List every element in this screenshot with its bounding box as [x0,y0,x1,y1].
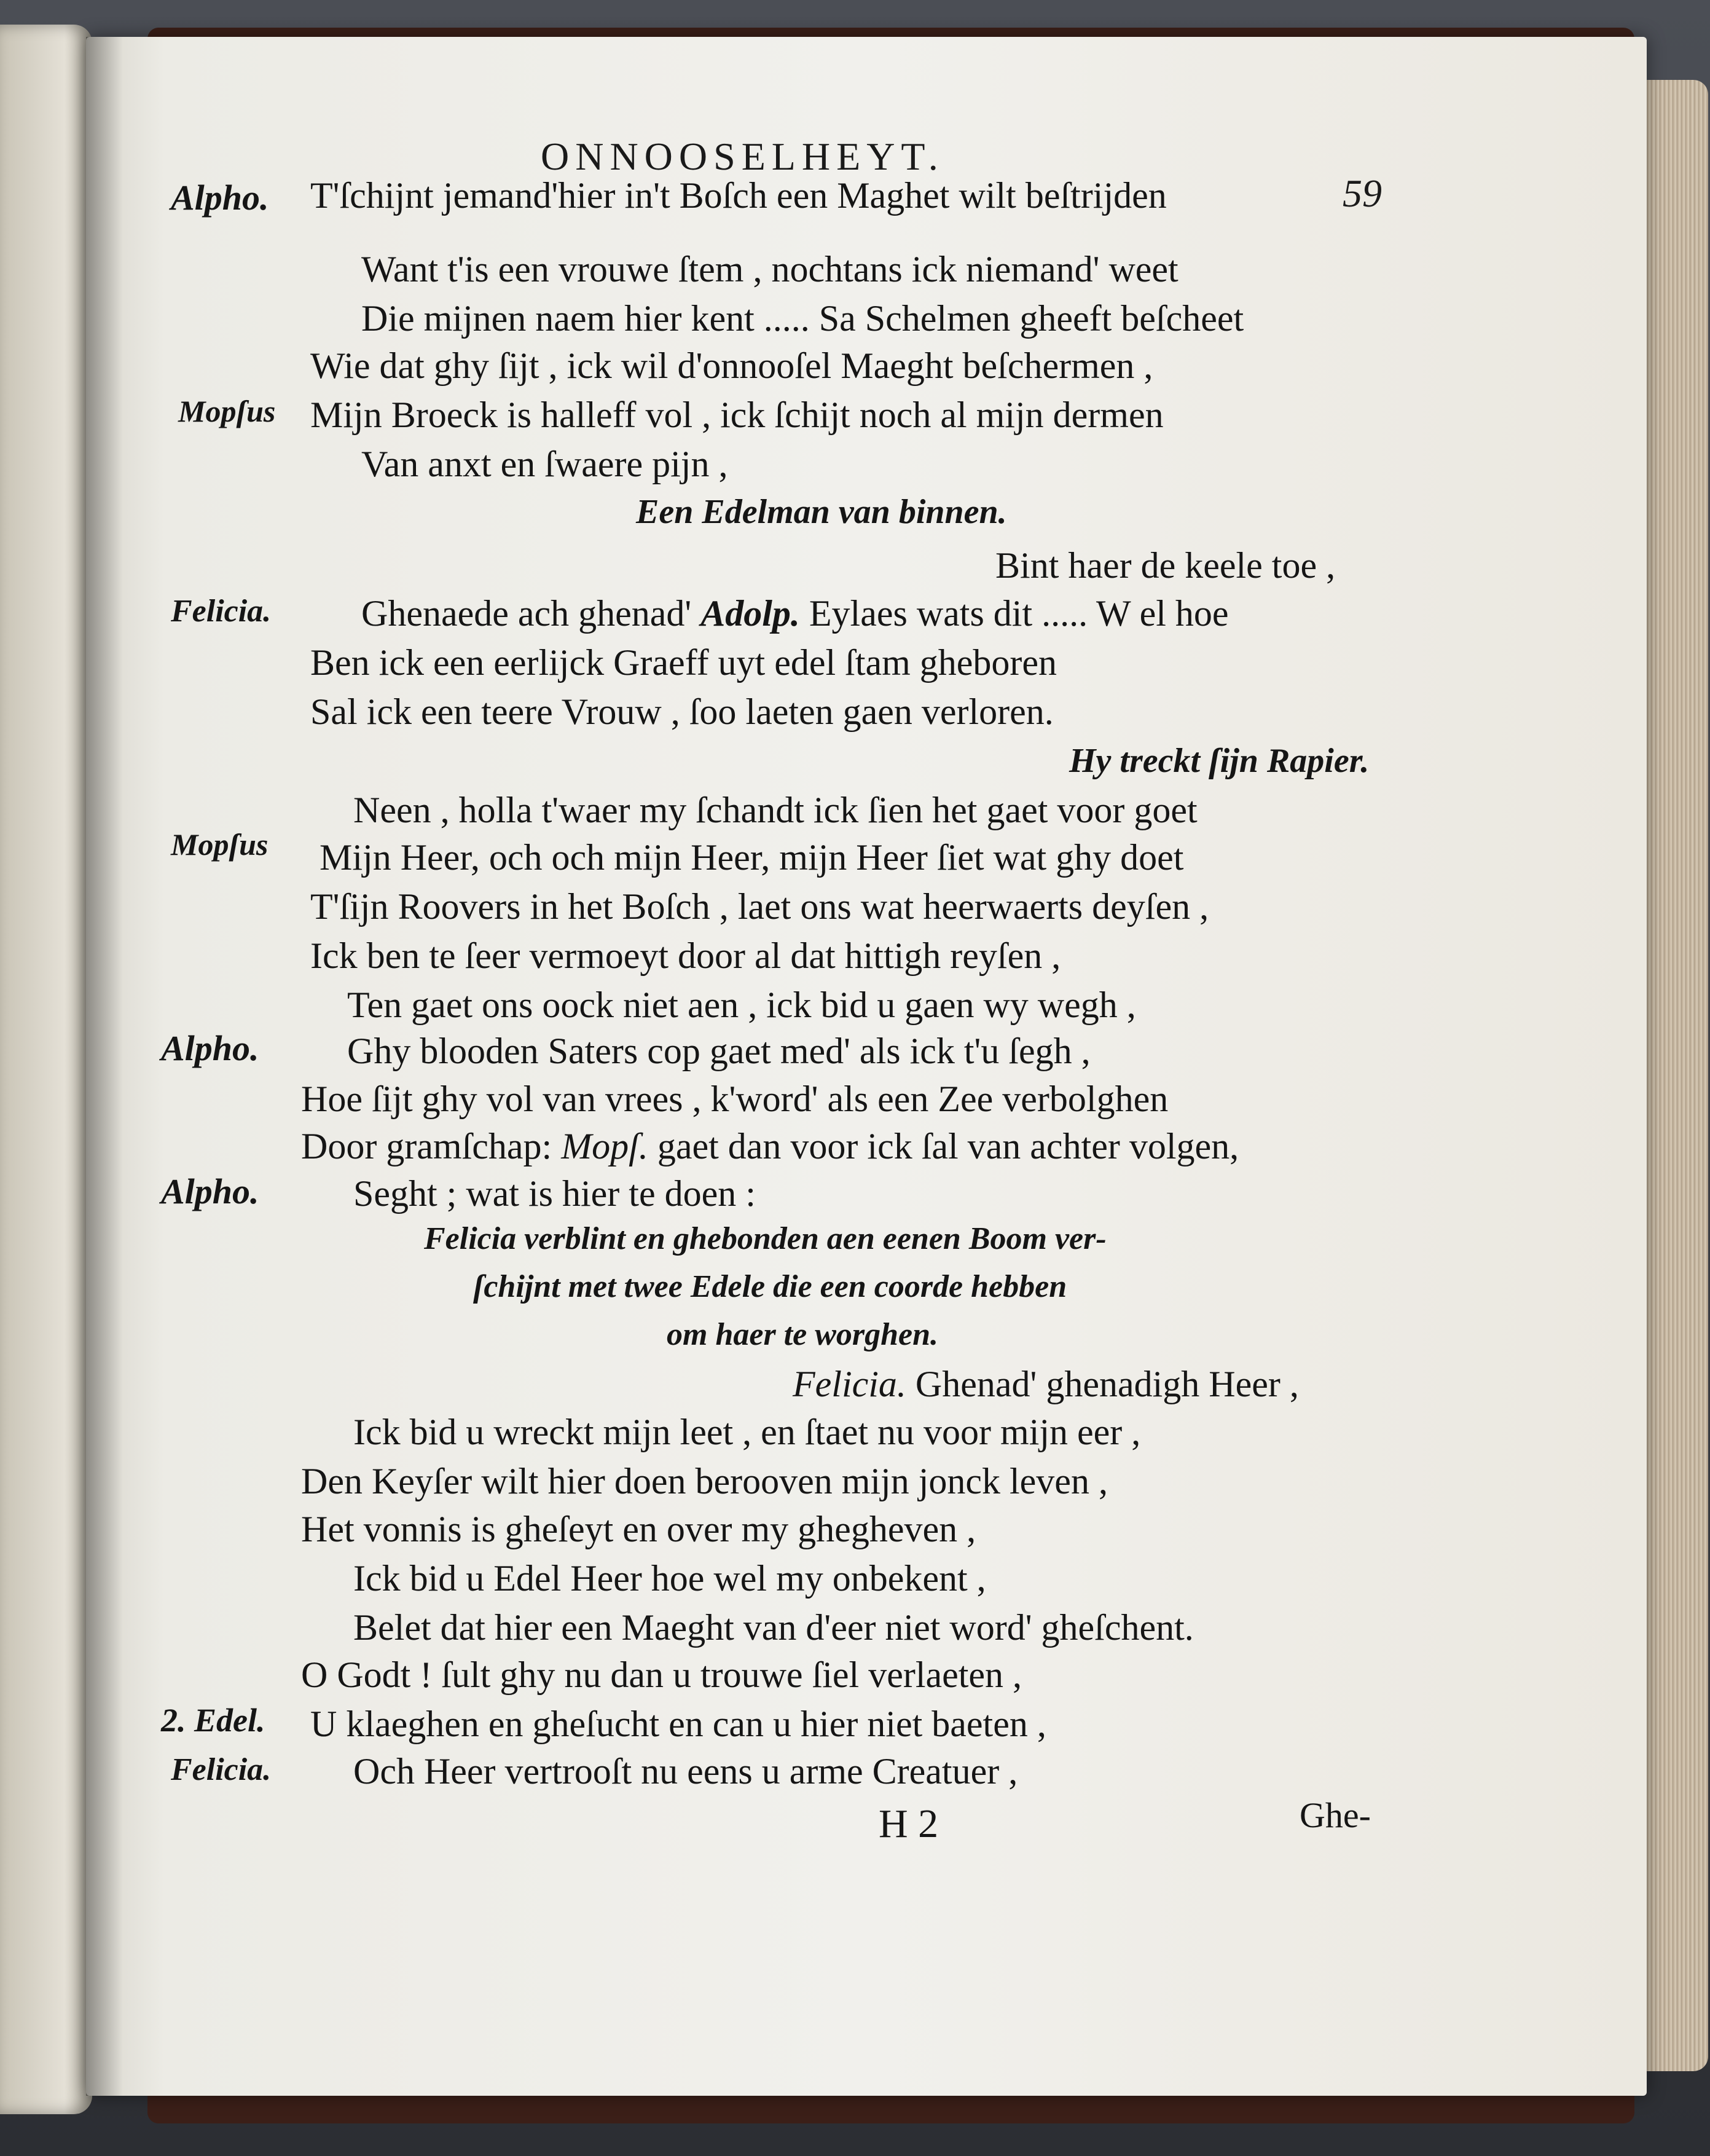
speaker-label: Mopſus [171,827,269,862]
signature-mark: H 2 [879,1801,939,1846]
text-line: Den Keyſer wilt hier doen berooven mijn jonck leven , [301,1461,1108,1501]
speaker-label: 2. Edel. [161,1702,265,1739]
stage-direction: ſchijnt met twee Edele die een coorde hebben [473,1269,1067,1304]
text-line: Want t'is een vrouwe ſtem , nochtans ick niemand' weet [361,249,1179,289]
catchword: Ghe- [1300,1795,1371,1835]
text-line: Het vonnis is gheſeyt en over my ghegheven , [301,1509,976,1549]
stage-direction: Felicia verblint en ghebonden aen eenen Boom ver- [424,1221,1107,1256]
page-number: 59 [1343,171,1382,215]
text-line: Belet dat hier een Maeght van d'eer niet word' gheſchent. [353,1607,1194,1648]
facing-page-edge [0,25,92,2114]
text-line: Door gramſchap: Mopſ. gaet dan voor ick ſal van achter volgen, [301,1126,1239,1167]
text-line: Ben ick een eerlijck Graeff uyt edel ſtam gheboren [310,642,1057,683]
text-line: Ten gaet ons oock niet aen , ick bid u gaen wy wegh , [347,985,1136,1025]
speaker-label: Mopſus [178,394,276,428]
text-line: Ick ben te ſeer vermoeyt door al dat hittigh reyſen , [310,935,1061,976]
speaker-label: Felicia. [171,1752,272,1787]
page-gutter-shadow [86,37,123,2096]
text-line: T'ſchijnt jemand'hier in't Boſch een Maghet wilt beſtrijden [310,175,1167,216]
stage-direction: Een Edelman van binnen. [636,493,1007,531]
speaker-label: Alpho. [161,1028,259,1068]
speaker-label: Alpho. [161,1171,259,1211]
stage-direction: om haer te worghen. [667,1317,939,1352]
text-line: Hoe ſijt ghy vol van vrees , k'word' als een Zee verbolghen [301,1079,1169,1119]
text-line: Die mijnen naem hier kent ..... Sa Schelmen gheeft beſcheet [361,298,1244,339]
text-line: Ick bid u wreckt mijn leet , en ſtaet nu voor mijn eer , [353,1412,1141,1452]
text-line: T'ſijn Roovers in het Boſch , laet ons wat heerwaerts deyſen , [310,886,1209,927]
text-line: Sal ick een teere Vrouw , ſoo laeten gaen verloren. [310,691,1054,732]
text-line: Felicia. Ghenad' ghenadigh Heer , [793,1364,1299,1404]
text-line: Och Heer vertrooſt nu eens u arme Creatuer , [353,1751,1018,1792]
text-line: Ghenaede ach ghenad' Adolp. Eylaes wats dit ..... W el hoe [361,593,1229,634]
text-line: Mijn Heer, och och mijn Heer, mijn Heer ſiet wat ghy doet [320,837,1184,878]
text-line: Mijn Broeck is halleff vol , ick ſchijt noch al mijn dermen [310,395,1164,435]
text-line: Bint haer de keele toe , [995,545,1336,586]
text-line: Seght ; wat is hier te doen : [353,1173,756,1214]
stage-direction: Hy treckt ſijn Rapier. [1069,742,1370,780]
text-line: Van anxt en ſwaere pijn , [361,444,728,484]
speaker-label: Alpho. [171,178,269,218]
text-line: Wie dat ghy ſijt , ick wil d'onnooſel Maeght beſchermen , [310,345,1153,386]
text-line: Ghy blooden Saters cop gaet med' als ick t'u ſegh , [347,1031,1091,1071]
running-header: ONNOOSELHEYT. [541,135,944,178]
text-line: Neen , holla t'waer my ſchandt ick ſien het gaet voor goet [353,790,1198,830]
text-line: O Godt ! ſult ghy nu dan u trouwe ſiel verlaeten , [301,1654,1022,1695]
speaker-label: Felicia. [171,594,272,629]
text-line: U klaeghen en gheſucht en can u hier niet baeten , [310,1704,1046,1744]
text-line: Ick bid u Edel Heer hoe wel my onbekent , [353,1558,986,1599]
